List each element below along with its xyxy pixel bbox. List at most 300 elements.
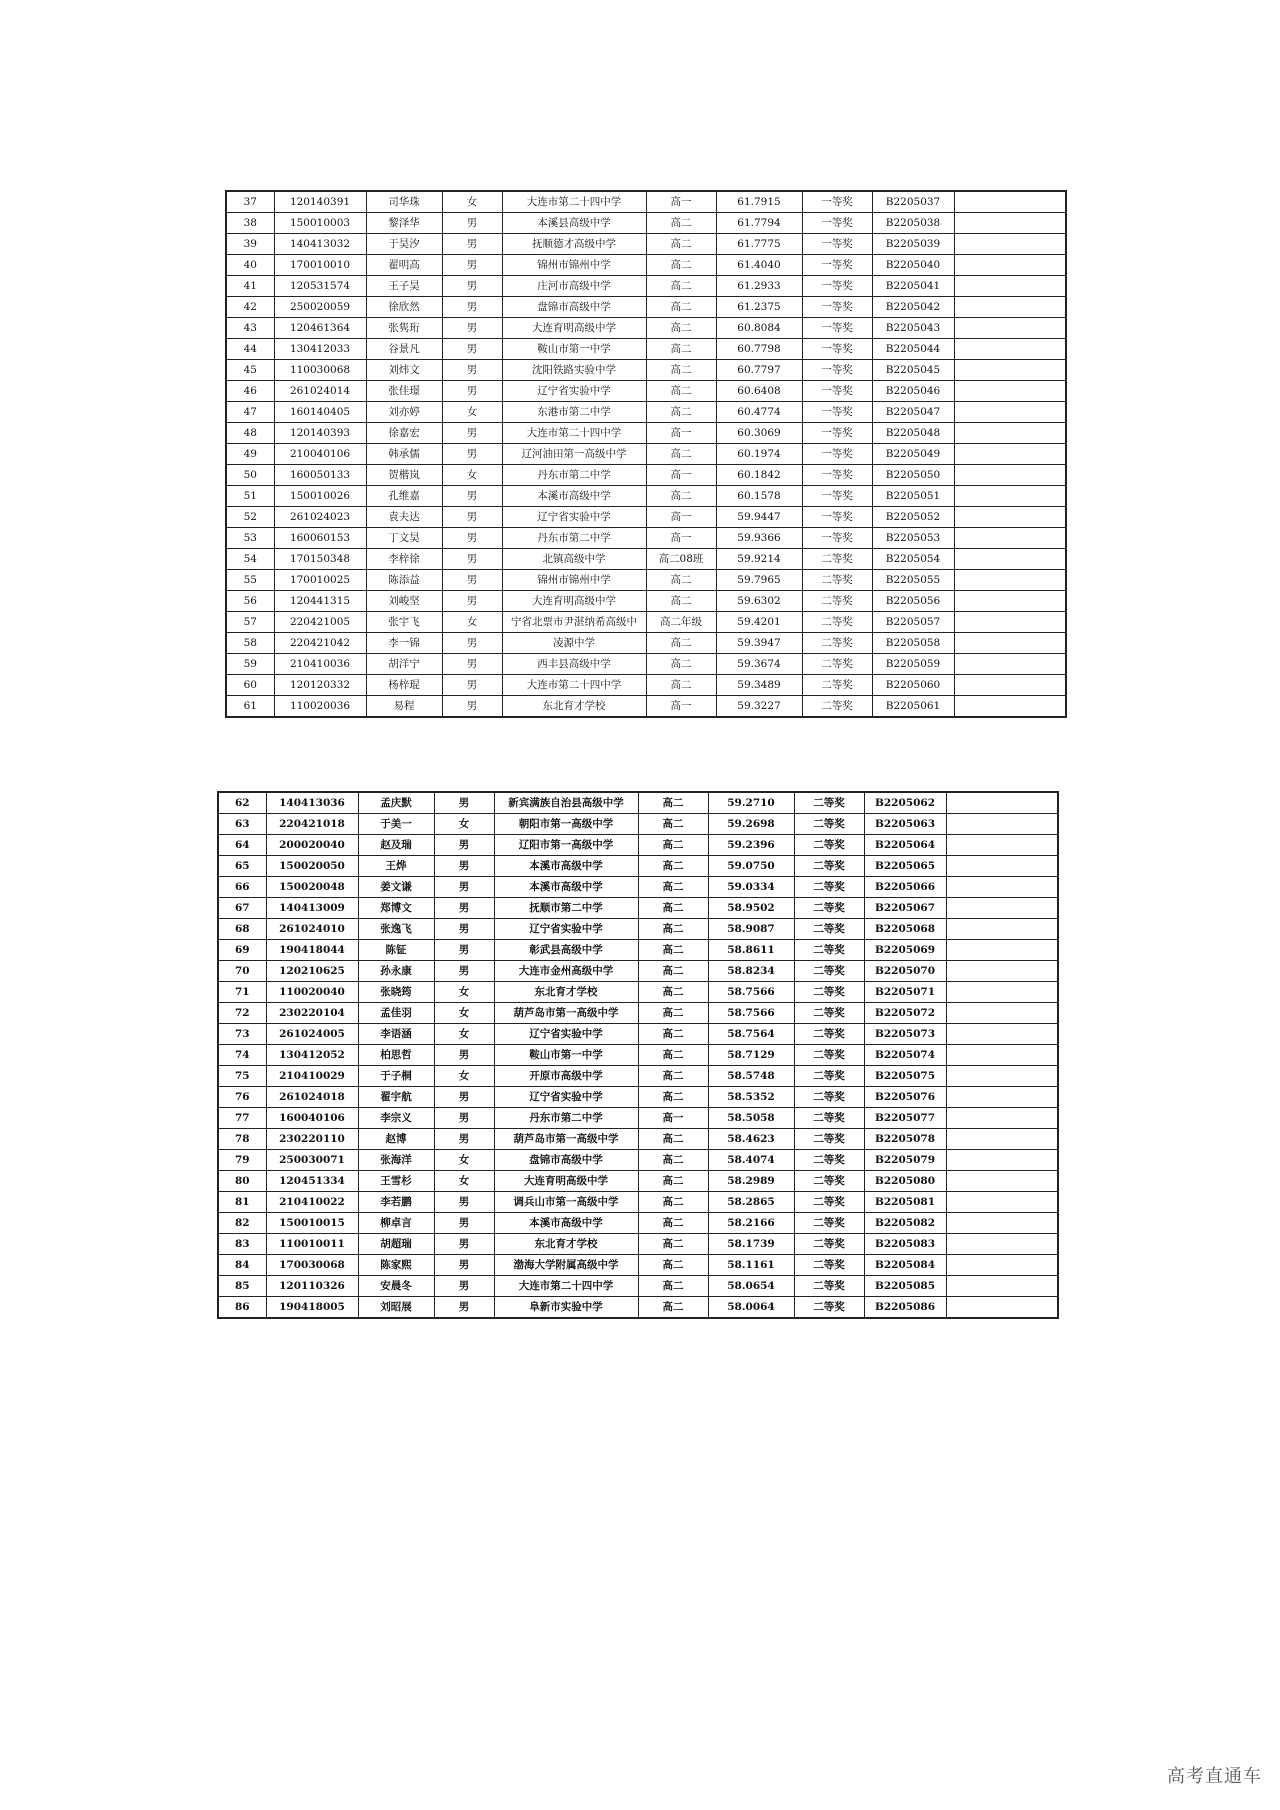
rank-cell: 49 [226, 444, 274, 465]
school-cell: 辽宁省实验中学 [494, 919, 638, 940]
name-cell: 刘炜文 [366, 360, 442, 381]
school-cell: 盘锦市高级中学 [502, 297, 646, 318]
rank-cell: 47 [226, 402, 274, 423]
gender-cell: 男 [434, 1087, 494, 1108]
exam-id-cell: 220421018 [266, 814, 358, 835]
gender-cell: 女 [434, 1024, 494, 1045]
award-cell: 二等奖 [794, 1003, 864, 1024]
award-cell: 一等奖 [802, 465, 872, 486]
grade-cell: 高二 [646, 381, 716, 402]
exam-id-cell: 120441315 [274, 591, 366, 612]
table-row [226, 528, 1066, 549]
name-cell: 张晓筠 [358, 982, 434, 1003]
rank-cell: 79 [218, 1150, 266, 1171]
grade-cell: 高二 [638, 898, 708, 919]
exam-id-cell: 150010003 [274, 213, 366, 234]
gender-cell: 男 [442, 528, 502, 549]
score-cell: 60.4774 [716, 402, 802, 423]
grade-cell: 高二 [638, 982, 708, 1003]
grade-cell: 高二 [646, 297, 716, 318]
grade-cell: 高二 [646, 633, 716, 654]
exam-id-cell: 120210625 [266, 961, 358, 982]
rank-cell: 78 [218, 1129, 266, 1150]
exam-id-cell: 150020050 [266, 856, 358, 877]
gender-cell: 男 [442, 213, 502, 234]
grade-cell: 高二 [638, 856, 708, 877]
certificate-cell: B2205065 [864, 856, 946, 877]
grade-cell: 高二 [638, 1276, 708, 1297]
award-cell: 一等奖 [802, 297, 872, 318]
school-cell: 本溪市高级中学 [502, 486, 646, 507]
rank-cell: 72 [218, 1003, 266, 1024]
score-cell: 58.4623 [708, 1129, 794, 1150]
gender-cell: 男 [434, 792, 494, 814]
name-cell: 姜文谦 [358, 877, 434, 898]
name-cell: 李一锦 [366, 633, 442, 654]
table-row [226, 255, 1066, 276]
certificate-cell: B2205063 [864, 814, 946, 835]
exam-id-cell: 140413036 [266, 792, 358, 814]
award-cell: 二等奖 [794, 1129, 864, 1150]
exam-id-cell: 261024018 [266, 1087, 358, 1108]
gender-cell: 女 [434, 1066, 494, 1087]
score-cell: 58.2166 [708, 1213, 794, 1234]
table-row [226, 339, 1066, 360]
certificate-cell: B2205049 [872, 444, 954, 465]
score-cell: 60.1578 [716, 486, 802, 507]
exam-id-cell: 120110326 [266, 1276, 358, 1297]
rank-cell: 74 [218, 1045, 266, 1066]
score-cell: 60.3069 [716, 423, 802, 444]
table-row [218, 814, 1058, 835]
score-cell: 59.2698 [708, 814, 794, 835]
school-cell: 辽宁省实验中学 [502, 507, 646, 528]
blank-cell [954, 402, 1066, 423]
certificate-cell: B2205062 [864, 792, 946, 814]
table-row [218, 835, 1058, 856]
rank-cell: 37 [226, 191, 274, 213]
table-row [218, 1192, 1058, 1213]
table-row [226, 612, 1066, 633]
gender-cell: 男 [442, 486, 502, 507]
school-cell: 葫芦岛市第一高级中学 [494, 1003, 638, 1024]
rank-cell: 64 [218, 835, 266, 856]
blank-cell [954, 255, 1066, 276]
gender-cell: 女 [442, 191, 502, 213]
rank-cell: 65 [218, 856, 266, 877]
rank-cell: 68 [218, 919, 266, 940]
name-cell: 柳卓言 [358, 1213, 434, 1234]
exam-id-cell: 220421005 [274, 612, 366, 633]
certificate-cell: B2205073 [864, 1024, 946, 1045]
grade-cell: 高二 [646, 255, 716, 276]
school-cell: 新宾满族自治县高级中学 [494, 792, 638, 814]
name-cell: 贺楷岚 [366, 465, 442, 486]
certificate-cell: B2205041 [872, 276, 954, 297]
score-cell: 58.9087 [708, 919, 794, 940]
table-row [218, 919, 1058, 940]
certificate-cell: B2205061 [872, 696, 954, 718]
score-cell: 58.5748 [708, 1066, 794, 1087]
certificate-cell: B2205040 [872, 255, 954, 276]
table-row [218, 856, 1058, 877]
grade-cell: 高二 [646, 486, 716, 507]
score-cell: 59.2396 [708, 835, 794, 856]
gender-cell: 男 [434, 1108, 494, 1129]
score-cell: 58.2865 [708, 1192, 794, 1213]
certificate-cell: B2205076 [864, 1087, 946, 1108]
gender-cell: 男 [442, 423, 502, 444]
blank-cell [946, 919, 1058, 940]
exam-id-cell: 160140405 [274, 402, 366, 423]
rank-cell: 57 [226, 612, 274, 633]
gender-cell: 女 [434, 982, 494, 1003]
name-cell: 孟佳羽 [358, 1003, 434, 1024]
name-cell: 张宇飞 [366, 612, 442, 633]
award-cell: 一等奖 [802, 528, 872, 549]
exam-id-cell: 150010026 [274, 486, 366, 507]
school-cell: 葫芦岛市第一高级中学 [494, 1129, 638, 1150]
name-cell: 郑博文 [358, 898, 434, 919]
award-cell: 一等奖 [802, 276, 872, 297]
blank-cell [946, 1087, 1058, 1108]
blank-cell [946, 1297, 1058, 1319]
score-cell: 58.7564 [708, 1024, 794, 1045]
rank-cell: 86 [218, 1297, 266, 1319]
award-cell: 一等奖 [802, 255, 872, 276]
school-cell: 丹东市第二中学 [502, 465, 646, 486]
name-cell: 于昊汐 [366, 234, 442, 255]
school-cell: 大连市第二十四中学 [502, 675, 646, 696]
rank-cell: 69 [218, 940, 266, 961]
gender-cell: 男 [442, 297, 502, 318]
name-cell: 赵及瑞 [358, 835, 434, 856]
grade-cell: 高二 [646, 570, 716, 591]
rank-cell: 51 [226, 486, 274, 507]
score-cell: 58.0064 [708, 1297, 794, 1319]
name-cell: 柏思哲 [358, 1045, 434, 1066]
school-cell: 抚顺德才高级中学 [502, 234, 646, 255]
table-row [218, 1087, 1058, 1108]
certificate-cell: B2205079 [864, 1150, 946, 1171]
exam-id-cell: 130412052 [266, 1045, 358, 1066]
school-cell: 本溪市高级中学 [494, 1213, 638, 1234]
award-cell: 一等奖 [802, 381, 872, 402]
name-cell: 刘昭展 [358, 1297, 434, 1319]
blank-cell [946, 1234, 1058, 1255]
certificate-cell: B2205084 [864, 1255, 946, 1276]
name-cell: 于美一 [358, 814, 434, 835]
score-cell: 58.1739 [708, 1234, 794, 1255]
score-cell: 59.0750 [708, 856, 794, 877]
award-cell: 二等奖 [794, 1045, 864, 1066]
certificate-cell: B2205056 [872, 591, 954, 612]
school-cell: 东北育才学校 [494, 982, 638, 1003]
school-cell: 大连市第二十四中学 [502, 191, 646, 213]
school-cell: 大连育明高级中学 [502, 318, 646, 339]
gender-cell: 女 [442, 465, 502, 486]
school-cell: 彰武县高级中学 [494, 940, 638, 961]
score-cell: 59.4201 [716, 612, 802, 633]
score-cell: 59.7965 [716, 570, 802, 591]
gender-cell: 男 [442, 696, 502, 718]
name-cell: 张隽珩 [366, 318, 442, 339]
exam-id-cell: 130412033 [274, 339, 366, 360]
award-cell: 二等奖 [794, 1171, 864, 1192]
table-row [226, 507, 1066, 528]
blank-cell [946, 1213, 1058, 1234]
certificate-cell: B2205054 [872, 549, 954, 570]
blank-cell [946, 792, 1058, 814]
rank-cell: 44 [226, 339, 274, 360]
exam-id-cell: 190418005 [266, 1297, 358, 1319]
school-cell: 大连育明高级中学 [502, 591, 646, 612]
gender-cell: 男 [442, 633, 502, 654]
score-cell: 58.2989 [708, 1171, 794, 1192]
table-row [226, 402, 1066, 423]
rank-cell: 39 [226, 234, 274, 255]
rank-cell: 67 [218, 898, 266, 919]
table-row [218, 1276, 1058, 1297]
name-cell: 徐嘉宏 [366, 423, 442, 444]
table-row [226, 360, 1066, 381]
blank-cell [946, 940, 1058, 961]
blank-cell [946, 1003, 1058, 1024]
grade-cell: 高二 [638, 835, 708, 856]
rank-cell: 48 [226, 423, 274, 444]
watermark-text: 高考直通车 [1167, 1766, 1262, 1787]
name-cell: 于子桐 [358, 1066, 434, 1087]
rank-cell: 38 [226, 213, 274, 234]
blank-cell [954, 360, 1066, 381]
rank-cell: 50 [226, 465, 274, 486]
blank-cell [946, 1066, 1058, 1087]
score-cell: 61.2933 [716, 276, 802, 297]
certificate-cell: B2205039 [872, 234, 954, 255]
blank-cell [946, 1255, 1058, 1276]
rank-cell: 54 [226, 549, 274, 570]
exam-id-cell: 120461364 [274, 318, 366, 339]
rank-cell: 62 [218, 792, 266, 814]
name-cell: 丁文昊 [366, 528, 442, 549]
rank-cell: 46 [226, 381, 274, 402]
table-row [218, 1108, 1058, 1129]
award-cell: 二等奖 [794, 877, 864, 898]
exam-id-cell: 170150348 [274, 549, 366, 570]
gender-cell: 男 [442, 675, 502, 696]
gender-cell: 男 [434, 877, 494, 898]
certificate-cell: B2205059 [872, 654, 954, 675]
award-cell: 二等奖 [794, 1234, 864, 1255]
certificate-cell: B2205080 [864, 1171, 946, 1192]
table-row [218, 1045, 1058, 1066]
certificate-cell: B2205086 [864, 1297, 946, 1319]
school-cell: 庄河市高级中学 [502, 276, 646, 297]
score-cell: 59.3674 [716, 654, 802, 675]
exam-id-cell: 110020040 [266, 982, 358, 1003]
gender-cell: 男 [442, 318, 502, 339]
grade-cell: 高二 [646, 276, 716, 297]
gender-cell: 男 [442, 654, 502, 675]
gender-cell: 男 [434, 1297, 494, 1319]
rank-cell: 66 [218, 877, 266, 898]
table-row [226, 591, 1066, 612]
table-row [218, 961, 1058, 982]
grade-cell: 高二 [638, 940, 708, 961]
table-row [226, 675, 1066, 696]
certificate-cell: B2205058 [872, 633, 954, 654]
exam-id-cell: 150010015 [266, 1213, 358, 1234]
school-cell: 东北育才学校 [494, 1234, 638, 1255]
name-cell: 翟宇航 [358, 1087, 434, 1108]
school-cell: 辽阳市第一高级中学 [494, 835, 638, 856]
gender-cell: 男 [434, 1255, 494, 1276]
grade-cell: 高二 [638, 1297, 708, 1319]
grade-cell: 高二 [638, 1003, 708, 1024]
gender-cell: 男 [434, 1234, 494, 1255]
score-cell: 59.9366 [716, 528, 802, 549]
blank-cell [954, 339, 1066, 360]
grade-cell: 高二 [638, 792, 708, 814]
grade-cell: 高二 [638, 1129, 708, 1150]
blank-cell [946, 961, 1058, 982]
school-cell: 鞍山市第一中学 [502, 339, 646, 360]
table-row [218, 982, 1058, 1003]
score-cell: 59.3227 [716, 696, 802, 718]
grade-cell: 高二 [646, 591, 716, 612]
grade-cell: 高二 [638, 1171, 708, 1192]
table-row [226, 465, 1066, 486]
certificate-cell: B2205068 [864, 919, 946, 940]
name-cell: 陈添益 [366, 570, 442, 591]
certificate-cell: B2205050 [872, 465, 954, 486]
award-cell: 二等奖 [794, 898, 864, 919]
table-row [218, 1024, 1058, 1045]
grade-cell: 高二 [646, 675, 716, 696]
score-cell: 60.1842 [716, 465, 802, 486]
award-cell: 二等奖 [802, 591, 872, 612]
exam-id-cell: 120531574 [274, 276, 366, 297]
school-cell: 辽宁省实验中学 [494, 1087, 638, 1108]
table-row [226, 234, 1066, 255]
school-cell: 锦州市锦州中学 [502, 570, 646, 591]
table-row [218, 1213, 1058, 1234]
table-row [226, 191, 1066, 213]
name-cell: 徐欣然 [366, 297, 442, 318]
grade-cell: 高二 [638, 1150, 708, 1171]
award-cell: 一等奖 [802, 213, 872, 234]
exam-id-cell: 210410022 [266, 1192, 358, 1213]
grade-cell: 高二 [638, 1087, 708, 1108]
name-cell: 张佳璟 [366, 381, 442, 402]
name-cell: 王雪杉 [358, 1171, 434, 1192]
rank-cell: 76 [218, 1087, 266, 1108]
blank-cell [954, 549, 1066, 570]
award-cell: 二等奖 [794, 1108, 864, 1129]
blank-cell [954, 297, 1066, 318]
score-cell: 59.9214 [716, 549, 802, 570]
certificate-cell: B2205067 [864, 898, 946, 919]
exam-id-cell: 120120332 [274, 675, 366, 696]
blank-cell [954, 213, 1066, 234]
blank-cell [954, 570, 1066, 591]
gender-cell: 男 [442, 255, 502, 276]
rank-cell: 59 [226, 654, 274, 675]
school-cell: 辽宁省实验中学 [494, 1024, 638, 1045]
gender-cell: 男 [442, 549, 502, 570]
award-cell: 二等奖 [794, 940, 864, 961]
score-cell: 58.7129 [708, 1045, 794, 1066]
table-row [218, 1150, 1058, 1171]
table-row [226, 381, 1066, 402]
blank-cell [946, 982, 1058, 1003]
grade-cell: 高二 [638, 1192, 708, 1213]
exam-id-cell: 261024023 [274, 507, 366, 528]
score-cell: 59.6302 [716, 591, 802, 612]
name-cell: 王烨 [358, 856, 434, 877]
score-cell: 58.7566 [708, 982, 794, 1003]
certificate-cell: B2205044 [872, 339, 954, 360]
school-cell: 本溪县高级中学 [502, 213, 646, 234]
exam-id-cell: 110030068 [274, 360, 366, 381]
school-cell: 大连市金州高级中学 [494, 961, 638, 982]
award-cell: 二等奖 [802, 633, 872, 654]
blank-cell [954, 528, 1066, 549]
award-cell: 一等奖 [802, 234, 872, 255]
rank-cell: 45 [226, 360, 274, 381]
score-cell: 58.8234 [708, 961, 794, 982]
exam-id-cell: 170010010 [274, 255, 366, 276]
name-cell: 袁夫达 [366, 507, 442, 528]
award-cell: 二等奖 [802, 654, 872, 675]
rank-cell: 70 [218, 961, 266, 982]
gender-cell: 男 [442, 444, 502, 465]
gender-cell: 女 [434, 1150, 494, 1171]
exam-id-cell: 120140393 [274, 423, 366, 444]
rank-cell: 40 [226, 255, 274, 276]
gender-cell: 女 [442, 402, 502, 423]
blank-cell [954, 465, 1066, 486]
rank-cell: 56 [226, 591, 274, 612]
score-cell: 59.3947 [716, 633, 802, 654]
grade-cell: 高一 [646, 191, 716, 213]
exam-id-cell: 160040106 [266, 1108, 358, 1129]
name-cell: 孙永康 [358, 961, 434, 982]
grade-cell: 高一 [646, 423, 716, 444]
blank-cell [954, 675, 1066, 696]
school-cell: 西丰县高级中学 [502, 654, 646, 675]
school-cell: 沈阳铁路实验中学 [502, 360, 646, 381]
score-cell: 58.5058 [708, 1108, 794, 1129]
table-row [218, 940, 1058, 961]
certificate-cell: B2205072 [864, 1003, 946, 1024]
certificate-cell: B2205048 [872, 423, 954, 444]
gender-cell: 女 [442, 612, 502, 633]
score-cell: 60.1974 [716, 444, 802, 465]
school-cell: 锦州市锦州中学 [502, 255, 646, 276]
grade-cell: 高二 [638, 814, 708, 835]
award-table-2 [217, 791, 1059, 1319]
award-cell: 二等奖 [794, 1087, 864, 1108]
school-cell: 朝阳市第一高级中学 [494, 814, 638, 835]
school-cell: 本溪市高级中学 [494, 877, 638, 898]
gender-cell: 男 [442, 360, 502, 381]
grade-cell: 高二 [638, 877, 708, 898]
certificate-cell: B2205071 [864, 982, 946, 1003]
name-cell: 刘亦婷 [366, 402, 442, 423]
award-cell: 二等奖 [794, 835, 864, 856]
award-cell: 二等奖 [794, 982, 864, 1003]
